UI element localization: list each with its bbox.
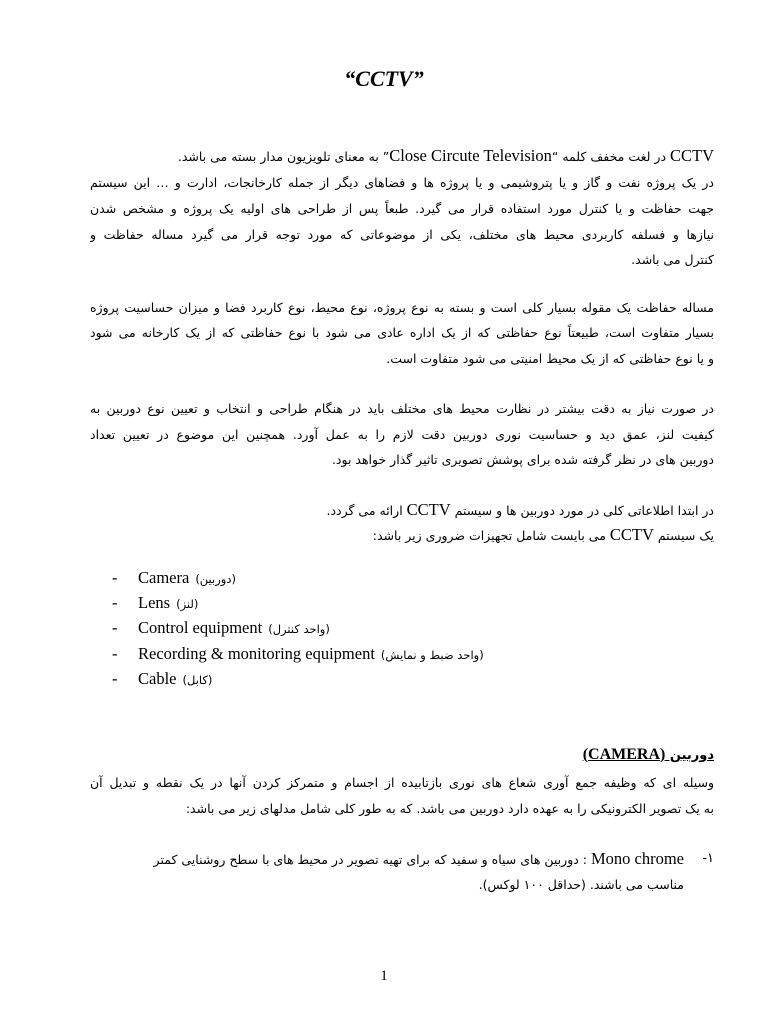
list-item-label: Camera (138, 568, 190, 587)
mono-chrome-line-1 (90, 846, 684, 873)
camera-section-line-2: به یک تصویر الکترونیکی را به عهده دارد دوربین می باشد. که به طور کلی شامل مدلهای زیر می باشد: (185, 801, 714, 816)
list-item-translation: (لنز) (176, 597, 199, 611)
paragraph-2-line-2: بسیار متفاوت است، طبیعتاً نوع حفاظتی که از یک اداره عادی می شود با نوع حفاظتی که از یک کارخانه می شود (90, 325, 714, 340)
paragraph-1-line-5: کنترل می باشد. (631, 252, 714, 267)
cctv-term: CCTV (609, 525, 654, 544)
bullet-dash: - (112, 669, 118, 688)
list-item-translation: (واحد ضبط و نمایش) (380, 648, 484, 662)
list-item-translation: (کابل) (182, 673, 213, 687)
list-item (112, 566, 236, 590)
text-run: در لغت مخفف کلمه “ (551, 149, 670, 164)
mono-chrome-term: Mono chrome (590, 849, 684, 868)
bullet-dash: - (112, 618, 118, 637)
list-item (112, 616, 330, 640)
text-run: : دوربین های سیاه و سفید که برای تهیه تصویر در محیط های با سطح روشنایی کمتر (153, 852, 591, 867)
list-item (112, 667, 212, 691)
paragraph-2-line-1: مساله حفاظت یک مقوله بسیار کلی است و بسته به نوع پروژه، نوع محیط، نوع کاربرد فضا و میزان حساسیت پروژه (90, 300, 714, 315)
list-item-label: Lens (138, 593, 171, 612)
heading-en: (CAMERA) (582, 746, 666, 763)
list-item (112, 591, 198, 615)
bullet-dash: - (112, 593, 118, 612)
page-title: “CCTV” (344, 66, 424, 91)
paragraph-1-line-2: در یک پروژه نفت و گاز و یا پتروشیمی و یا پروژه ها و فضاهای دیگر از جمله کارخانجات، ادارت و … این سیستم (90, 175, 714, 190)
text-run: ” به معنای تلویزیون مدار بسته می باشد. (177, 149, 390, 164)
bullet-dash: - (112, 644, 118, 663)
paragraph-4-line-2 (90, 522, 714, 549)
paragraph-1-line-4: نیازها و فسلفه کاربردی محیط های مختلف، یکی از موضوعاتی که مورد توجه قرار می گیرد مساله حفاظت و (90, 227, 714, 242)
text-run: یک سیستم (653, 528, 714, 543)
list-item-label: Recording & monitoring equipment (138, 644, 375, 663)
list-number: -۱ (702, 851, 714, 866)
paragraph-3-line-2: کیفیت لنز، عمق دید و حساسیت نوری دوربین دقت لازم را به عمل آورد. همچنین این موضوع در تعیین تعداد (90, 427, 714, 442)
paragraph-1-line-1 (90, 143, 714, 170)
paragraph-1-line-3: جهت حفاظت و یا کنترل مورد استفاده قرار می گیرد. طبعاً پس از طراحی های اولیه یک پروژه و مشخص شدن (90, 201, 714, 216)
page-number: 1 (380, 968, 388, 984)
list-item-label: Cable (138, 669, 177, 688)
close-circuit-term: Close Circute Television (389, 146, 552, 165)
paragraph-3-line-3: دوربین های در نظر گرفته شده برای پوشش تصویری تاثیر گذار خواهد بود. (331, 452, 714, 467)
camera-section-heading (400, 742, 714, 769)
cctv-term: CCTV (669, 146, 714, 165)
bullet-dash: - (112, 568, 118, 587)
paragraph-2-line-3: و یا نوع حفاظتی که از یک محیط امنیتی می شود متفاوت است. (386, 351, 714, 366)
text-run: می بایست شامل تجهیزات ضروری زیر باشد: (372, 528, 610, 543)
list-item-translation: (دوربین) (195, 572, 236, 586)
camera-section-line-1: وسیله ای که وظیفه جمع آوری شعاع های نوری بازتابیده از اجسام و متمرکز کردن آنها در یک نقطه و تبدیل آن (90, 775, 714, 790)
list-item-translation: (واحد کنترل) (268, 622, 330, 636)
paragraph-4-line-1 (90, 497, 714, 524)
paragraph-3-line-1: در صورت نیاز به دقت بیشتر در نظارت محیط های مختلف باید در هنگام طراحی و انتخاب و تعیین نوع دوربین به (90, 401, 714, 416)
cctv-term: CCTV (406, 500, 451, 519)
text-run: ارائه می گردد. (326, 503, 407, 518)
text-run: در ابتدا اطلاعاتی کلی در مورد دوربین ها و سیستم (450, 503, 714, 518)
list-item (112, 642, 484, 666)
mono-chrome-line-2: مناسب می باشند. (حداقل ۱۰۰ لوکس). (478, 877, 684, 892)
list-item-label: Control equipment (138, 618, 263, 637)
heading-fa: دوربین (665, 748, 714, 763)
